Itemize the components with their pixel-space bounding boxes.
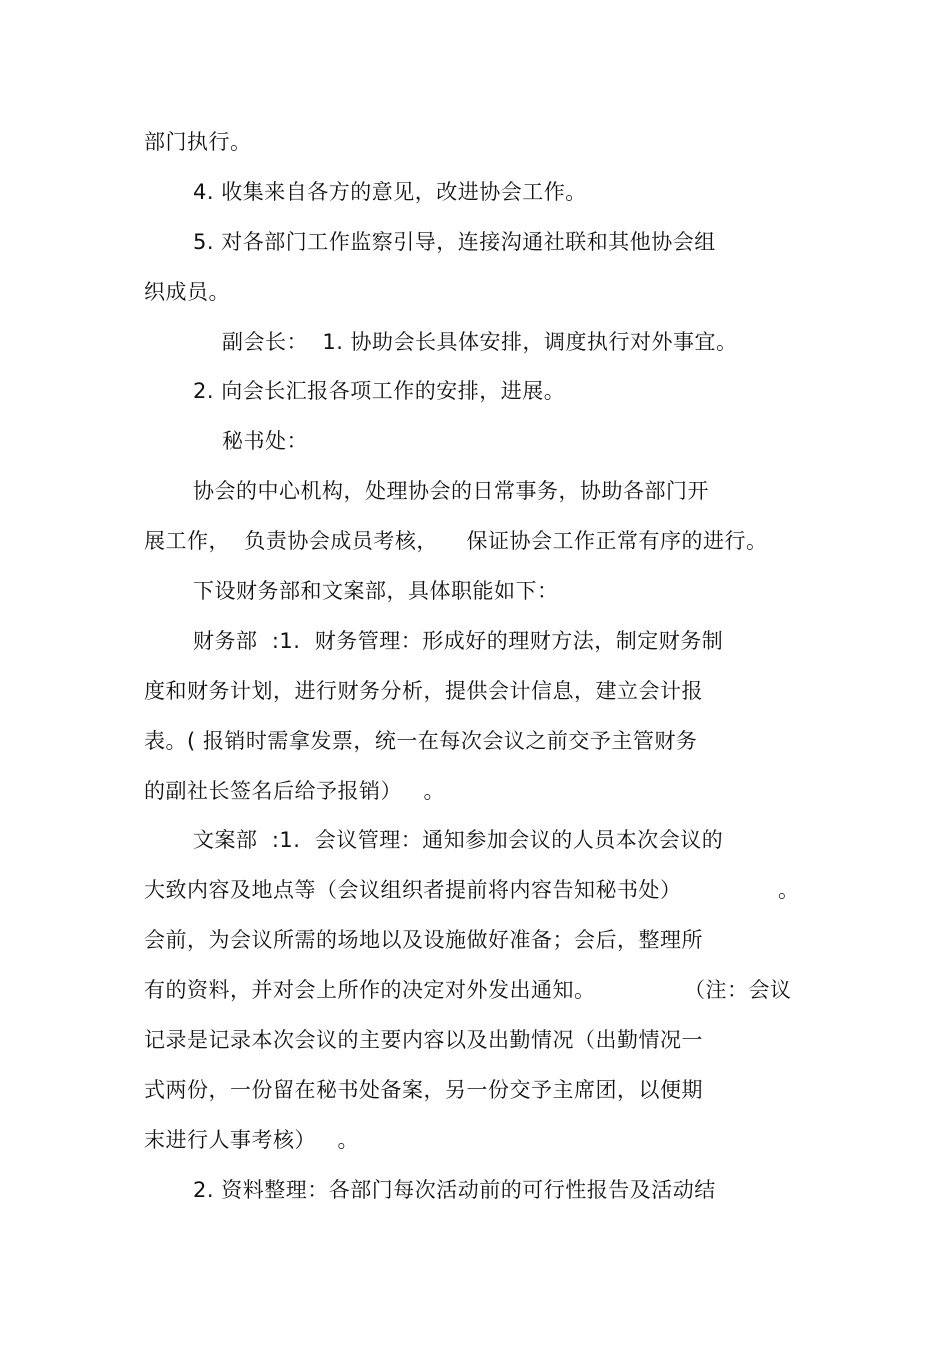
text-line: 记录是记录本次会议的主要内容以及出勤情况（出勤情况一 — [144, 1028, 703, 1052]
text-line: 2. 向会长汇报各项工作的安排，进展。 — [193, 379, 566, 403]
text-line: 有的资料，并对会上所作的决定对外发出通知。 — [144, 978, 596, 1002]
text-line: 4. 收集来自各方的意见，改进协会工作。 — [193, 180, 587, 204]
text-line: 财务部 :1. 财务管理：形成好的理财方法，制定财务制 — [193, 629, 724, 653]
text-line: （注：会议 — [684, 978, 792, 1002]
text-line: 的副社长签名后给予报销） 。 — [144, 779, 446, 803]
text-line: 副会长： 1. 协助会长具体安排，调度执行对外事宜。 — [222, 330, 738, 354]
text-line: 织成员。 — [144, 280, 230, 304]
text-line: 5. 对各部门工作监察引导，连接沟通社联和其他协会组 — [193, 230, 716, 254]
text-line: 末进行人事考核） 。 — [144, 1128, 360, 1152]
text-line: 。 — [778, 878, 800, 902]
text-line: 式两份，一份留在秘书处备案，另一份交予主席团，以便期 — [144, 1078, 703, 1102]
text-line: 大致内容及地点等（会议组织者提前将内容告知秘书处） — [144, 878, 682, 902]
text-line: 会前，为会议所需的场地以及设施做好准备；会后，整理所 — [144, 928, 703, 952]
text-line: 秘书处： — [222, 429, 308, 453]
text-line: 展工作， 负责协会成员考核， 保证协会工作正常有序的进行。 — [144, 529, 768, 553]
text-line: 下设财务部和文案部，具体职能如下： — [193, 579, 559, 603]
text-line: 表。( 报销时需拿发票，统一在每次会议之前交予主管财务 — [144, 729, 698, 753]
text-line: 部门执行。 — [144, 130, 252, 154]
text-line: 度和财务计划，进行财务分析，提供会计信息，建立会计报 — [144, 679, 703, 703]
text-line: 文案部 :1. 会议管理：通知参加会议的人员本次会议的 — [193, 828, 724, 852]
text-line: 2. 资料整理：各部门每次活动前的可行性报告及活动结 — [193, 1178, 716, 1202]
text-line: 协会的中心机构，处理协会的日常事务，协助各部门开 — [193, 479, 709, 503]
